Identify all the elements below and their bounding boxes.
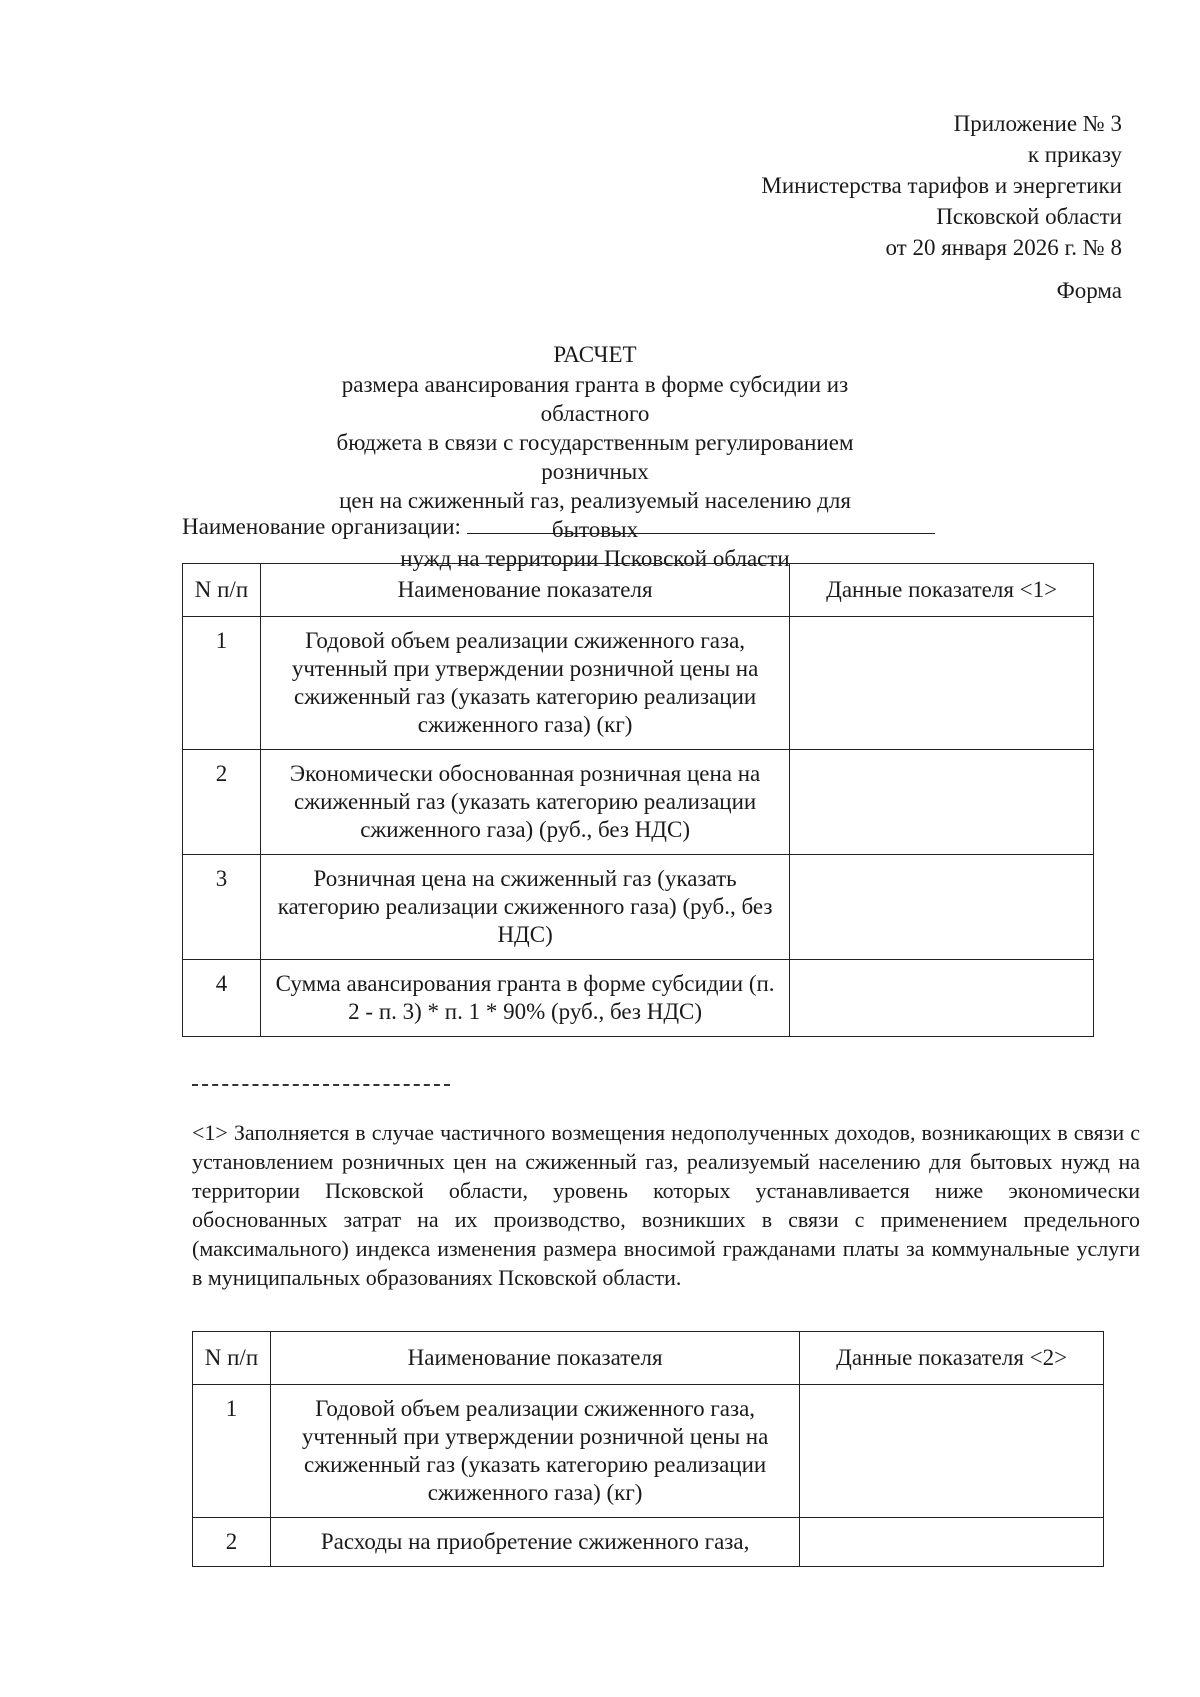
title-subtitle-line: цен на сжиженный газ, реализуемый населению для бытовых (339, 488, 851, 542)
appendix-line: Министерства тарифов и энергетики (761, 173, 1122, 198)
appendix-line: Приложение № 3 (953, 111, 1122, 136)
row-value-cell[interactable] (790, 750, 1094, 855)
organization-label: Наименование организации: (182, 514, 461, 539)
calculation-table-1 (182, 563, 1094, 1037)
title-subtitle-line: размера авансирования гранта в форме субсидии из областного (341, 372, 849, 426)
row-value-cell[interactable] (790, 617, 1094, 750)
header-indicator: Наименование показателя (270, 1332, 799, 1385)
table-row (183, 960, 1094, 1037)
header-value: Данные показателя <2> (800, 1332, 1104, 1385)
row-indicator: Годовой объем реализации сжиженного газа, учтенный при утверждении розничной цены на сжиженный газ (указать категорию реализации сжиженного газа) (кг) (270, 1385, 799, 1518)
row-value-cell[interactable] (800, 1518, 1104, 1567)
title-main: РАСЧЕТ (553, 342, 637, 367)
header-num: N п/п (193, 1332, 271, 1385)
row-value-cell[interactable] (790, 855, 1094, 960)
row-indicator: Годовой объем реализации сжиженного газа, учтенный при утверждении розничной цены на сжиженный газ (указать категорию реализации сжиженного газа) (кг) (260, 617, 789, 750)
row-indicator: Расходы на приобретение сжиженного газа, (270, 1518, 799, 1567)
row-num: 2 (193, 1518, 271, 1567)
appendix-line: от 20 января 2026 г. № 8 (885, 235, 1122, 260)
row-num: 2 (183, 750, 261, 855)
row-value-cell[interactable] (800, 1385, 1104, 1518)
row-num: 1 (193, 1385, 271, 1518)
row-indicator: Экономически обоснованная розничная цена на сжиженный газ (указать категорию реализации сжиженного газа) (руб., без НДС) (260, 750, 789, 855)
organization-blank-line[interactable] (467, 515, 935, 534)
row-num: 3 (183, 855, 261, 960)
organization-field (182, 514, 935, 540)
row-value-cell[interactable] (790, 960, 1094, 1037)
table-row (193, 1385, 1104, 1518)
appendix-header (761, 108, 1122, 263)
header-num: N п/п (183, 564, 261, 617)
row-num: 1 (183, 617, 261, 750)
form-label: Форма (1056, 278, 1122, 303)
title-subtitle-line: нужд на территории Псковской области (400, 546, 790, 571)
table-row (183, 750, 1094, 855)
table-header-row (193, 1332, 1104, 1385)
row-indicator: Сумма авансирования гранта в форме субсидии (п. 2 - п. 3) * п. 1 * 90% (руб., без НДС) (260, 960, 789, 1037)
appendix-line: к приказу (1027, 142, 1122, 167)
table-header-row (183, 564, 1094, 617)
appendix-line: Псковской области (936, 204, 1122, 229)
header-value: Данные показателя <1> (790, 564, 1094, 617)
row-indicator: Розничная цена на сжиженный газ (указать категорию реализации сжиженного газа) (руб., без НДС) (260, 855, 789, 960)
footnote-1: <1> Заполняется в случае частичного возмещения недополученных доходов, возникающих в связи с установлением розничных цен на сжиженный газ, реализуемый населению для бытовых нужд на территории Псковской области, уровень которых устанавливается ниже экономически обоснованных затрат на их производство, возникших в связи с применением предельного (максимального) индекса изменения размера вносимой гражданами платы за коммунальные услуги в муниципальных образованиях Псковской области. (192, 1120, 1140, 1290)
table-row (193, 1518, 1104, 1567)
header-indicator: Наименование показателя (260, 564, 789, 617)
table-row (183, 617, 1094, 750)
footnote-divider (192, 1084, 450, 1086)
table-row (183, 855, 1094, 960)
calculation-table-2 (192, 1331, 1104, 1567)
title-subtitle-line: бюджета в связи с государственным регулированием розничных (336, 430, 854, 484)
row-num: 4 (183, 960, 261, 1037)
